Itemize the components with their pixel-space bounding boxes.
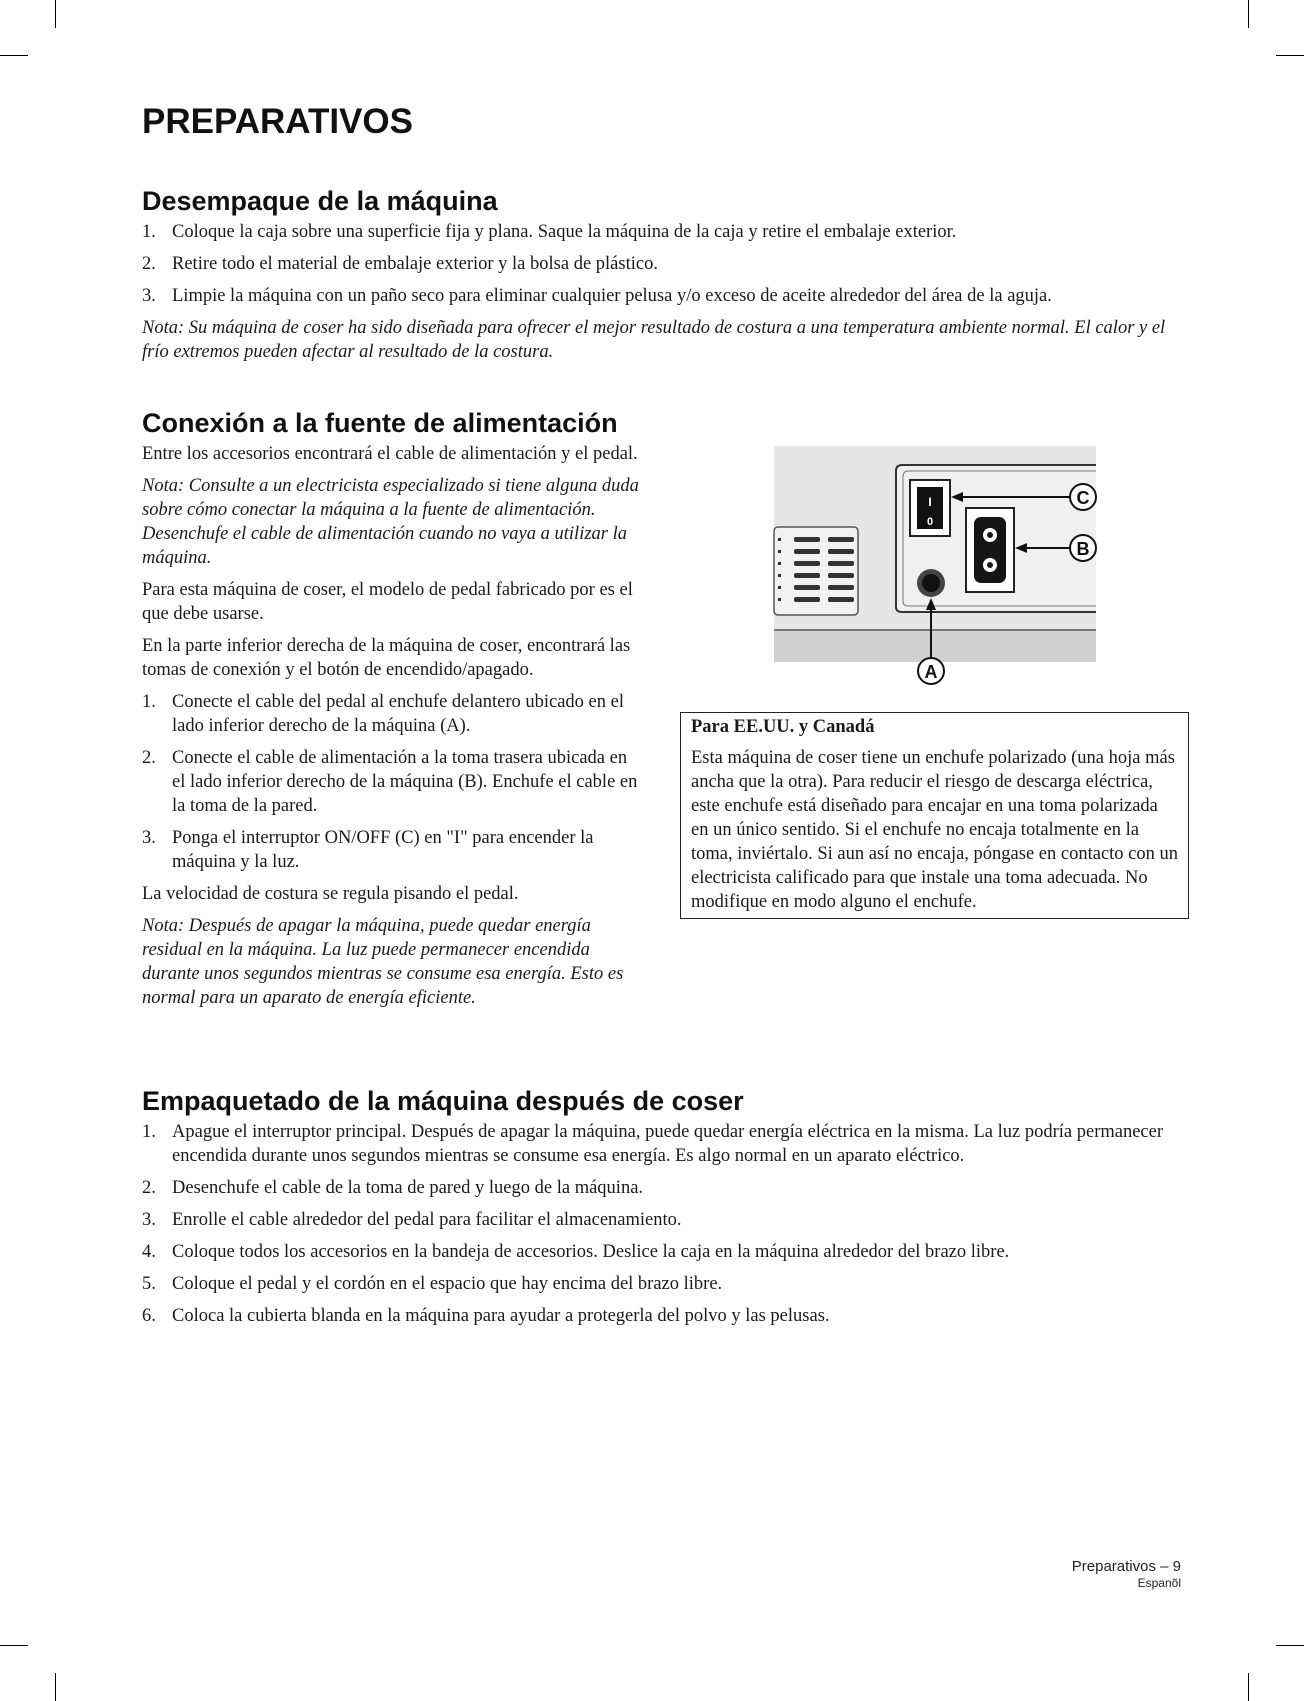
svg-text:I: I bbox=[928, 495, 932, 509]
pedal-text: Para esta máquina de coser, el modelo de pedal fabricado por es el que debe usarse. bbox=[142, 580, 633, 624]
pedal-jack-icon bbox=[917, 569, 945, 597]
power-socket-icon bbox=[966, 508, 1014, 592]
list-item: 3. Enrolle el cable alrededor del pedal para facilitar el almacenamiento. bbox=[142, 1210, 682, 1230]
packing-steps bbox=[142, 1120, 1187, 1328]
svg-text:0: 0 bbox=[926, 516, 934, 528]
label-c: C bbox=[1076, 488, 1090, 508]
speed-text: La velocidad de costura se regula pisando el pedal. bbox=[142, 884, 519, 904]
location-text: En la parte inferior derecha de la máquina de coser, encontrará las tomas de conexión y el botón de encendido/apagado. bbox=[142, 636, 631, 680]
list-item: 2. Desenchufe el cable de la toma de pared y luego de la máquina. bbox=[142, 1178, 644, 1198]
label-a: A bbox=[924, 662, 938, 682]
unpacking-steps bbox=[142, 220, 1187, 308]
crop-mark bbox=[1276, 1645, 1304, 1646]
crop-mark bbox=[0, 55, 28, 56]
notice-text: Esta máquina de coser tiene un enchufe polarizado (una hoja más ancha que la otra). Para reducir el riesgo de descarga eléctrica, este enchufe está diseñado para encajar en una toma polarizada en un único sentido. Si el enchufe no encaja totalmente en la toma, inviértalo. Si aun así no encaja, póngase en contacto con un electricista calificado para que instale una toma adecuada. No modifique en modo alguno el enchufe. bbox=[691, 748, 1179, 912]
us-canada-notice bbox=[680, 712, 1189, 919]
power-switch-icon bbox=[910, 480, 950, 536]
unpacking-heading: Desempaque de la máquina bbox=[142, 186, 498, 216]
packing-heading: Empaquetado de la máquina después de coser bbox=[142, 1086, 744, 1116]
power-section bbox=[142, 442, 644, 1018]
page-footer bbox=[1072, 1558, 1181, 1591]
list-item: 3. Limpie la máquina con un paño seco para eliminar cualquier pelusa y/o exceso de aceite alrededor del área de la aguja. bbox=[142, 286, 1052, 306]
page-title: PREPARATIVOS bbox=[142, 102, 413, 141]
language-label: Espanõl bbox=[1137, 1576, 1181, 1590]
power-steps bbox=[142, 690, 644, 874]
crop-mark bbox=[55, 0, 56, 28]
notice-title: Para EE.UU. y Canadá bbox=[691, 717, 875, 737]
crop-mark bbox=[1248, 0, 1249, 28]
list-item: 1. Coloque la caja sobre una superficie fija y plana. Saque la máquina de la caja y retire el embalaje exterior. bbox=[142, 222, 957, 242]
power-note-1: Nota: Consulte a un electricista especializado si tiene alguna duda sobre cómo conectar la máquina a la fuente de alimentación. Desenchufe el cable de alimentación cuando no vaya a utilizar la máquina. bbox=[142, 476, 639, 568]
label-b: B bbox=[1076, 539, 1090, 559]
list-item: 6. Coloca la cubierta blanda en la máquina para ayudar a protegerla del polvo y las pelusas. bbox=[142, 1306, 830, 1326]
power-intro: Entre los accesorios encontrará el cable de alimentación y el pedal. bbox=[142, 444, 638, 464]
power-note-2: Nota: Después de apagar la máquina, puede quedar energía residual en la máquina. La luz puede permanecer encendida durante unos segundos mientras se consume esa energía. Esto es normal para un aparato de energía eficiente. bbox=[142, 916, 624, 1008]
crop-mark bbox=[55, 1673, 56, 1701]
unpacking-note: Nota: Su máquina de coser ha sido diseñada para ofrecer el mejor resultado de costura a una temperatura ambiente normal. El calor y el frío extremos pueden afectar al resultado de la costura. bbox=[142, 318, 1166, 362]
list-item: 3. Ponga el interruptor ON/OFF (C) en "I" para encender la máquina y la luz. bbox=[142, 828, 594, 872]
power-connection-figure bbox=[770, 440, 1100, 690]
crop-mark bbox=[1276, 55, 1304, 56]
packing-section bbox=[142, 1120, 1187, 1336]
list-item: 1. Conecte el cable del pedal al enchufe delantero ubicado en el lado inferior derecho de la máquina (A). bbox=[142, 692, 624, 736]
list-item: 2. Conecte el cable de alimentación a la toma trasera ubicada en el lado inferior derecho de la máquina (B). Enchufe el cable en la toma de la pared. bbox=[142, 748, 638, 816]
power-heading: Conexión a la fuente de alimentación bbox=[142, 408, 618, 438]
crop-mark bbox=[0, 1645, 28, 1646]
page-number: Preparativos – 9 bbox=[1071, 1558, 1181, 1575]
list-item: 5. Coloque el pedal y el cordón en el espacio que hay encima del brazo libre. bbox=[142, 1274, 723, 1294]
list-item: 2. Retire todo el material de embalaje exterior y la bolsa de plástico. bbox=[142, 254, 658, 274]
crop-mark bbox=[1248, 1673, 1249, 1701]
unpacking-section bbox=[142, 220, 1187, 372]
list-item: 1. Apague el interruptor principal. Después de apagar la máquina, puede quedar energía eléctrica en la misma. La luz podría permanecer encendida durante unos segundos mientras se consume esa energía. Es algo normal en un aparato eléctrico. bbox=[142, 1122, 1164, 1166]
list-item: 4. Coloque todos los accesorios en la bandeja de accesorios. Deslice la caja en la máquina alrededor del brazo libre. bbox=[142, 1242, 1010, 1262]
